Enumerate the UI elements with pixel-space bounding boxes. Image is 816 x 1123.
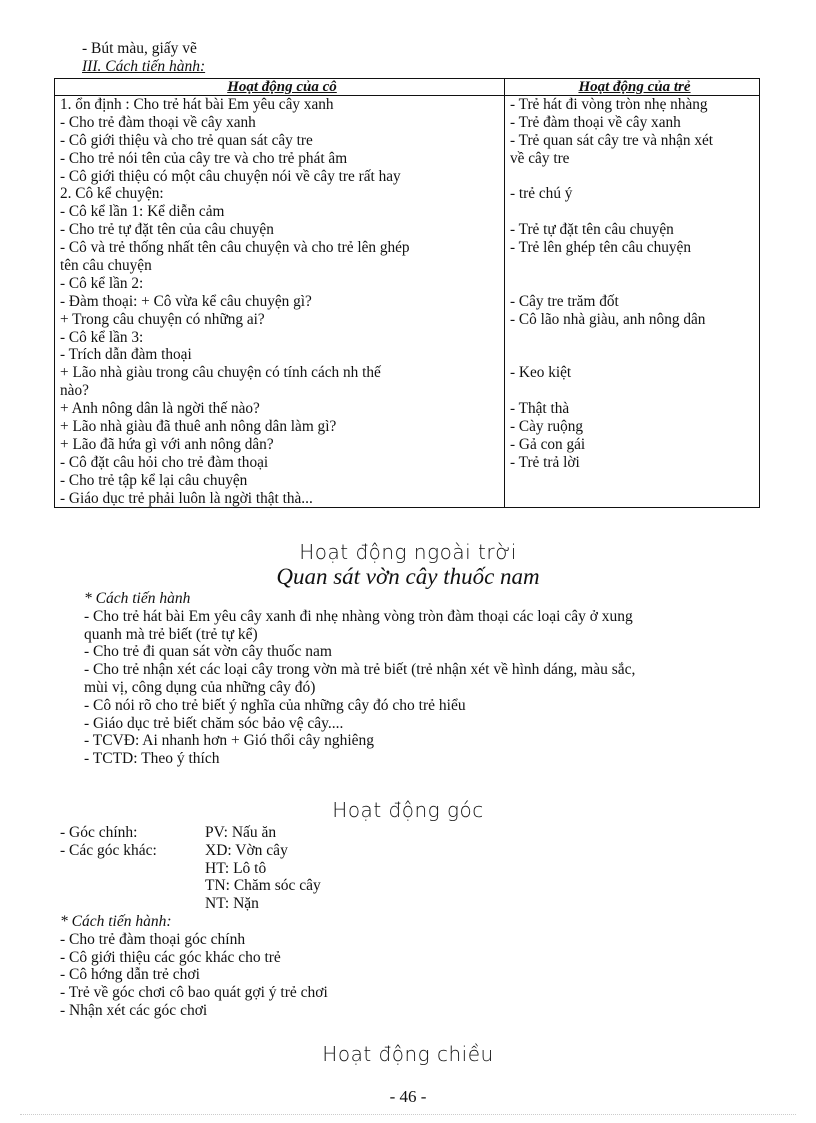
teacher-activity-line: - Giáo dục trẻ phải luôn là ngời thật thà... (60, 489, 313, 507)
outdoor-line: - Cô nói rõ cho trẻ biết ý nghĩa của những cây đó cho trẻ hiểu (84, 696, 466, 714)
corner-other-0: XD: Vờn cây (205, 841, 288, 859)
children-activity-line (510, 257, 759, 275)
children-activity-line: - Trẻ trả lời (510, 453, 580, 471)
teacher-activity-line: - Cho trẻ đàm thoại về cây xanh (60, 113, 256, 131)
teacher-activity-line: 2. Cô kể chuyện: (60, 185, 164, 203)
table-header-row (55, 79, 760, 96)
teacher-activity-line: tên câu chuyện (60, 257, 152, 275)
children-activity-line: - Cày ruộng (510, 418, 584, 436)
teacher-activity-line: - Cho trẻ tập kể lại câu chuyện (60, 471, 248, 489)
teacher-activity-line: - Cô kể lần 1: Kể diễn cảm (60, 203, 225, 221)
corner-line: - Nhận xét các góc chơi (60, 1001, 208, 1019)
header-teacher: Hoạt động của cô (55, 79, 505, 96)
corner-other-2: TN: Chăm sóc cây (205, 877, 321, 895)
children-activity-line (510, 472, 759, 490)
children-activity-line: - Trẻ hát đi vòng tròn nhẹ nhàng (510, 96, 708, 113)
corner-main-value: PV: Nấu ăn (205, 824, 277, 841)
header-children: Hoạt động của trẻ (505, 79, 760, 96)
children-activity-line: - Cô lão nhà giàu, anh nông dân (510, 310, 706, 328)
children-activity-line: - Cây tre trăm đốt (510, 292, 619, 310)
children-activity-line: - Thật thà (510, 400, 570, 418)
teacher-activity-line: + Lão đã hứa gì với anh nông dân? (60, 435, 274, 453)
children-activity-line (510, 346, 759, 364)
outdoor-block (84, 590, 635, 768)
corner-grid (60, 824, 328, 913)
outdoor-line: quanh mà trẻ biết (trẻ tự kể) (84, 625, 258, 643)
children-activity-line: - Trẻ đàm thoại về cây xanh (510, 113, 681, 131)
children-activity-line: - trẻ chú ý (510, 185, 573, 203)
children-activity-line: - Trẻ tự đặt tên câu chuyện (510, 221, 674, 239)
corner-line: - Trẻ về góc chơi cô bao quát gợi ý trẻ chơi (60, 984, 328, 1002)
children-activity-line (510, 382, 759, 400)
children-activity-line: về cây tre (510, 149, 570, 167)
children-activity-line (510, 168, 759, 186)
corner-lines (60, 931, 328, 1020)
teacher-activity-line: - Cô giới thiệu có một câu chuyện nói về cây tre rất hay (60, 167, 401, 185)
activity-table (54, 78, 760, 508)
outdoor-line: mùi vị, công dụng của những cây đó) (84, 678, 316, 696)
teacher-activity-line: - Cô giới thiệu và cho trẻ quan sát cây tre (60, 131, 313, 149)
children-activity-line: - Keo kiệt (510, 364, 572, 382)
outdoor-lines (84, 608, 635, 768)
teacher-activity-line: + Lão nhà giàu trong câu chuyện có tính cách nh thế (60, 364, 381, 382)
outdoor-line: - Cho trẻ hát bài Em yêu cây xanh đi nhẹ nhàng vòng tròn đàm thoại các loại cây ở xung (84, 607, 633, 625)
corner-heading: Hoạt động góc (332, 798, 484, 822)
outdoor-line: - Cho trẻ đi quan sát vờn cây thuốc nam (84, 643, 332, 661)
children-activity-line (510, 203, 759, 221)
teacher-activity-line: - Trích dẫn đàm thoại (60, 346, 192, 364)
outdoor-subheading: * Cách tiến hành (84, 590, 191, 607)
children-activity-line (510, 329, 759, 347)
teacher-activity-line: + Trong câu chuyện có những ai? (60, 310, 265, 328)
teacher-activity-line: - Cho trẻ nói tên của cây tre và cho trẻ phát âm (60, 149, 348, 167)
corner-block (60, 824, 328, 1020)
children-activity-line: - Gả con gái (510, 435, 586, 453)
teacher-activity-line: - Cho trẻ tự đặt tên của câu chuyện (60, 221, 274, 239)
children-activity-line: - Trẻ lên ghép tên câu chuyện (510, 239, 691, 257)
corner-other-3: NT: Nặn (205, 895, 259, 913)
teacher-activity-line: nào? (60, 382, 89, 400)
outdoor-line: - TCVĐ: Ai nhanh hơn + Gió thổi cây nghiêng (84, 732, 375, 750)
materials-line: - Bút màu, giấy vẽ (82, 40, 197, 57)
outdoor-heading: Hoạt động ngoài trời (299, 540, 517, 564)
corner-line: - Cô giới thiệu các góc khác cho trẻ (60, 948, 281, 966)
teacher-activity-line: - Cô và trẻ thống nhất tên câu chuyện và cho trẻ lên ghép (60, 239, 410, 257)
corner-line: - Cho trẻ đàm thoại góc chính (60, 930, 246, 948)
outdoor-title: Quan sát vờn cây thuốc nam (276, 564, 540, 589)
teacher-activity-line: + Anh nông dân là ngời thế nào? (60, 400, 260, 418)
teacher-activity-line: 1. ổn định : Cho trẻ hát bài Em yêu cây xanh (60, 96, 334, 113)
section-title: III. Cách tiến hành: (82, 57, 206, 75)
teacher-activity-line: - Cô kể lần 3: (60, 328, 144, 346)
children-activity-line: - Trẻ quan sát cây tre và nhận xét (510, 131, 714, 149)
outdoor-line: - Cho trẻ nhận xét các loại cây trong vờn mà trẻ biết (trẻ nhận xét về hình dáng, màu sắc, (84, 661, 636, 679)
teacher-activity-line: - Cô kể lần 2: (60, 274, 144, 292)
corner-line: - Cô hớng dẫn trẻ chơi (60, 966, 200, 984)
teacher-column (55, 96, 505, 508)
corner-main-label: - Góc chính: (60, 824, 138, 841)
top-section (82, 40, 205, 75)
footer-divider (20, 1114, 796, 1115)
corner-others-label: - Các góc khác: (60, 841, 157, 859)
outdoor-line: - Giáo dục trẻ biết chăm sóc bảo vệ cây.... (84, 714, 344, 732)
teacher-activity-line: + Lão nhà giàu đã thuê anh nông dân làm gì? (60, 418, 337, 436)
table-row (55, 96, 760, 508)
corner-subheading: * Cách tiến hành: (60, 912, 172, 930)
outdoor-line: - TCTD: Theo ý thích (84, 750, 220, 768)
page-number: - 46 - (389, 1087, 427, 1106)
teacher-activity-line: - Cô đặt câu hỏi cho trẻ đàm thoại (60, 453, 269, 471)
children-activity-line (510, 275, 759, 293)
afternoon-heading: Hoạt động chiều (322, 1042, 494, 1066)
children-activity-line (510, 490, 759, 508)
corner-other-1: HT: Lô tô (205, 859, 267, 877)
children-column (505, 96, 760, 508)
teacher-activity-line: - Đàm thoại: + Cô vừa kể câu chuyện gì? (60, 292, 312, 310)
